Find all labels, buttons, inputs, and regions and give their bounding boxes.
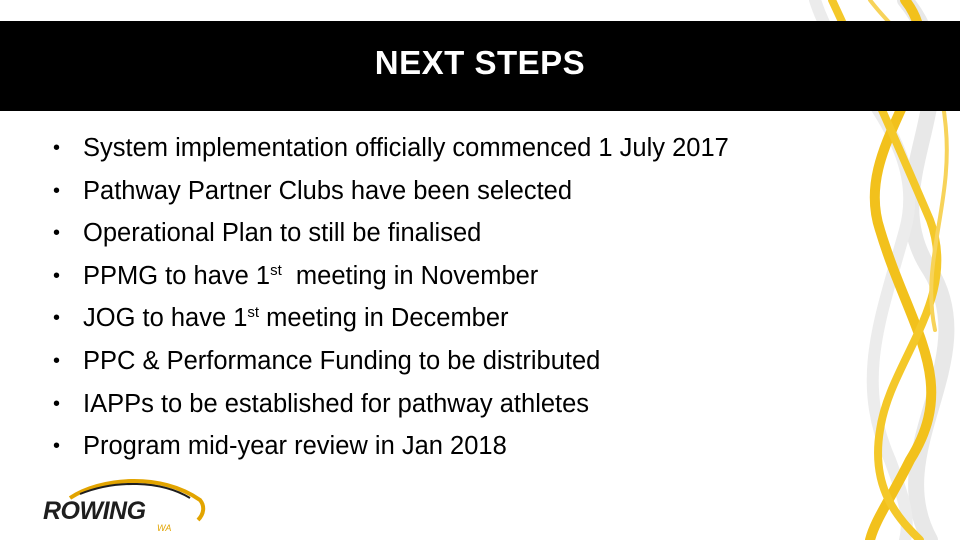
bullet-text-rest: meeting in November (281, 261, 539, 290)
bullet-text (83, 297, 509, 340)
ordinal-superscript: st (247, 304, 260, 322)
bullet-icon: • (53, 264, 61, 287)
bullet-icon: • (53, 392, 61, 415)
title-bar (0, 21, 960, 111)
bullet-icon: • (53, 179, 61, 202)
bullet-icon: • (53, 137, 61, 159)
rowing-wa-logo (40, 470, 210, 532)
bullet-icon: • (53, 307, 61, 330)
bullet-icon: • (53, 349, 61, 372)
bullet-text (83, 255, 538, 298)
bullet-text-main: PPMG to have 1 (83, 261, 271, 290)
bullet-text-main: JOG to have 1 (83, 304, 248, 333)
bullet-text-rest: meeting in December (259, 304, 509, 333)
bullet-icon: • (53, 435, 61, 458)
slide-title: NEXT STEPS (374, 44, 586, 81)
bullet-text: Program mid-year review in Jan 2018 (83, 432, 507, 461)
logo-subtext: WA (157, 523, 172, 533)
logo-wordmark: ROWING (43, 497, 146, 525)
bullet-icon: • (53, 222, 61, 245)
bullet-text: System implementation officially commenced 1 July 2017 (83, 134, 729, 162)
bullet-text: Operational Plan to still be finalised (83, 219, 482, 248)
bullet-text: PPC & Performance Funding to be distributed (83, 346, 601, 375)
ordinal-superscript: st (270, 261, 282, 279)
bullet-text: IAPPs to be established for pathway athletes (83, 389, 590, 418)
bullet-text: Pathway Partner Clubs have been selected (83, 176, 573, 205)
